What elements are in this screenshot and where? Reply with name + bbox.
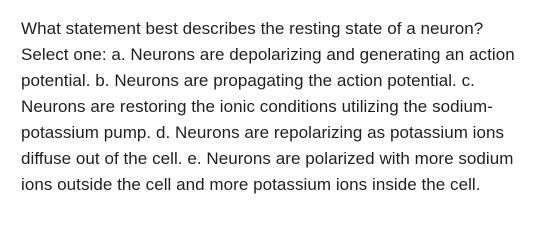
question-line: ions outside the cell and more potassium ions inside the cell. (21, 175, 481, 194)
question-line: potential. b. Neurons are propagating the action potential. c. (21, 71, 475, 90)
question-line: What statement best describes the resting state of a neuron? (21, 19, 484, 38)
question-line: potassium pump. d. Neurons are repolarizing as potassium ions (21, 123, 505, 142)
question-line: Select one: a. Neurons are depolarizing and generating an action (21, 45, 515, 64)
question-line: diffuse out of the cell. e. Neurons are polarized with more sodium (21, 149, 514, 168)
question-line: Neurons are restoring the ionic conditions utilizing the sodium- (21, 97, 493, 116)
question-text (21, 16, 551, 198)
